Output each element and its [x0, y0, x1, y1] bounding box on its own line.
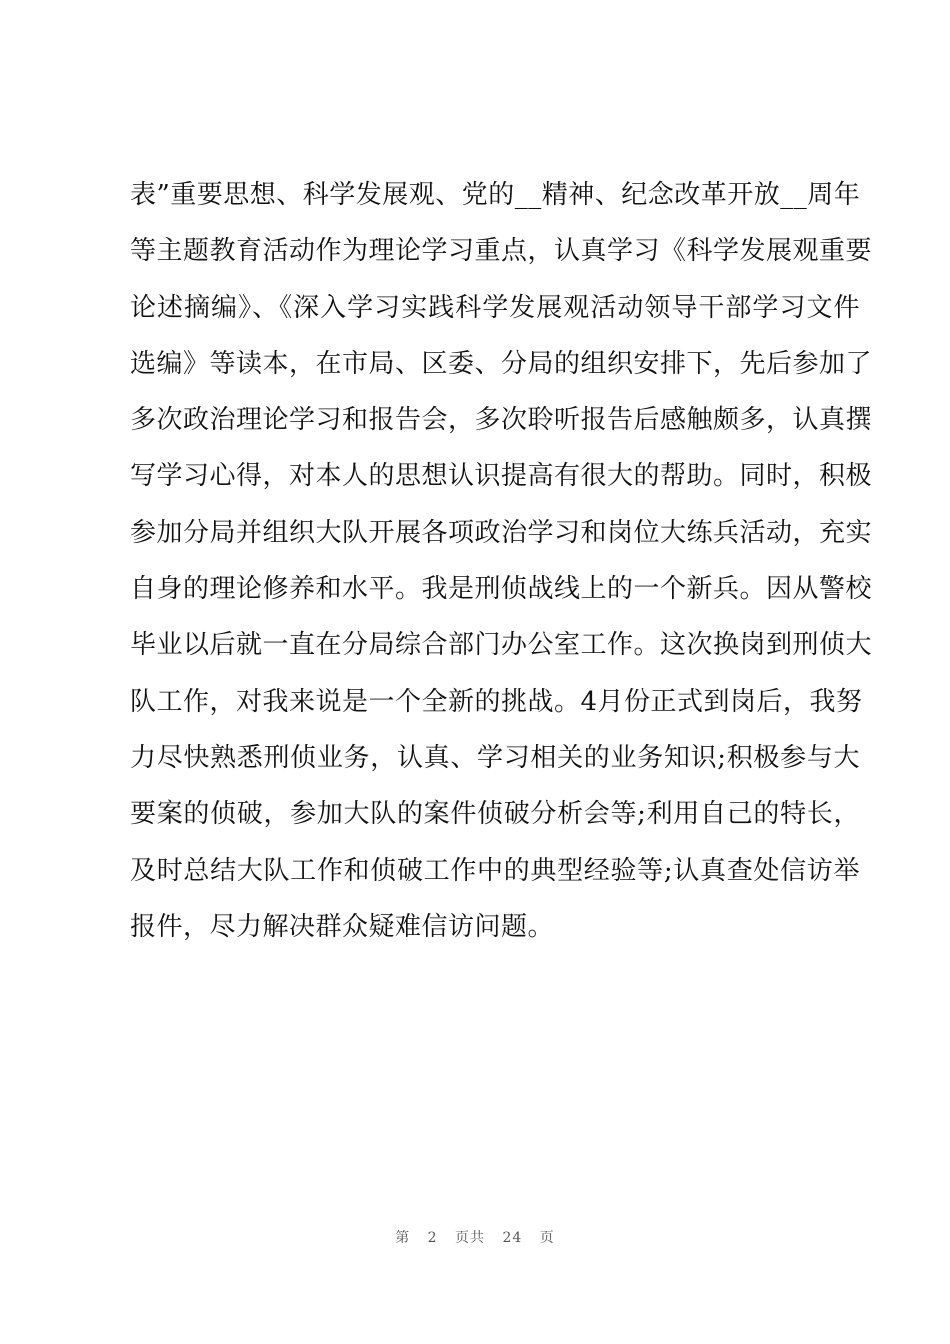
text-line: 写学习心得，对本人的思想认识提高有很大的帮助。同时，积极	[130, 461, 873, 492]
page-footer	[0, 1227, 950, 1247]
text-line: 毕业以后就一直在分局综合部门办公室工作。这次换岗到刑侦大	[130, 630, 873, 661]
text-line: 力尽快熟悉刑侦业务，认真、学习相关的业务知识;积极参与大	[130, 742, 860, 773]
text-line: 参加分局并组织大队开展各项政治学习和岗位大练兵活动，充实	[130, 517, 873, 548]
text-line: 论述摘编》、《深入学习实践科学发展观活动领导干部学习文件	[130, 292, 860, 323]
text-line: 要案的侦破，参加大队的案件侦破分析会等;利用自己的特长，	[130, 799, 860, 830]
total-page-count: 24	[502, 1230, 523, 1246]
text-line: 自身的理论修养和水平。我是刑侦战线上的一个新兵。因从警校	[130, 574, 873, 605]
text-line: 多次政治理论学习和报告会，多次聆听报告后感触颇多，认真撰	[130, 405, 873, 436]
text-line: 及时总结大队工作和侦破工作中的典型经验等;认真查处信访举	[130, 855, 860, 886]
text-line: 报件，尽力解决群众疑难信访问题。	[130, 911, 555, 942]
footer-prefix: 第	[395, 1230, 411, 1246]
footer-middle: 页共	[455, 1230, 486, 1246]
text-line: 队工作，对我来说是一个全新的挑战。4月份正式到岗后，我努	[130, 686, 863, 717]
text-line: 选编》等读本，在市局、区委、分局的组织安排下，先后参加了	[130, 348, 873, 379]
body-paragraph	[130, 167, 873, 955]
text-line: 等主题教育活动作为理论学习重点，认真学习《科学发展观重要	[130, 236, 873, 267]
footer-suffix: 页	[539, 1230, 555, 1246]
current-page-number: 2	[427, 1230, 438, 1246]
text-line: 表”重要思想、科学发展观、党的__精神、纪念改革开放__周年	[130, 180, 861, 210]
